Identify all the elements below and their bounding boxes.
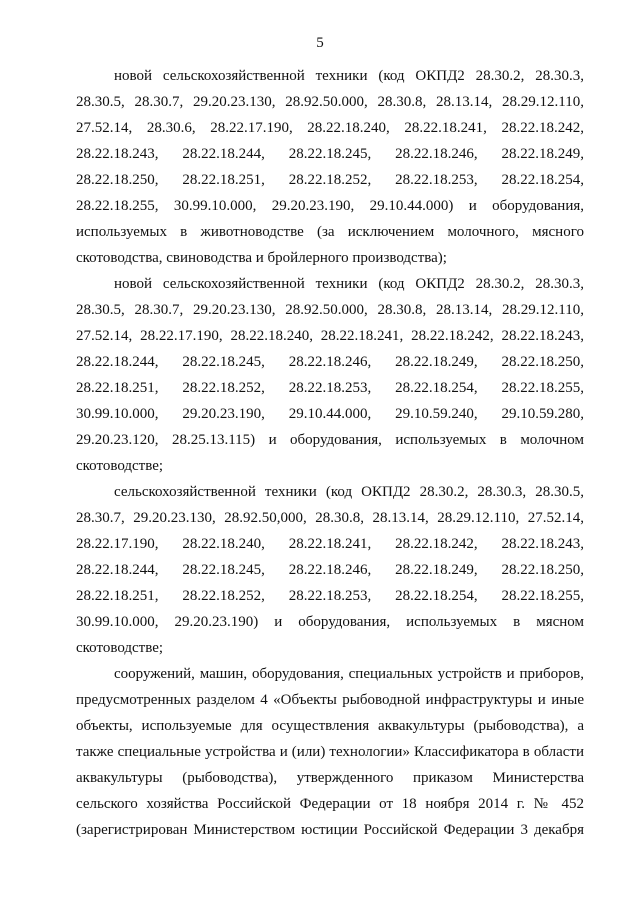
- page-number: 5: [316, 35, 324, 51]
- text-line: 28.22.18.250, 28.22.18.251, 28.22.18.252, 28.22.18.253, 28.22.18.254,: [76, 172, 584, 188]
- text-line: 28.22.18.251, 28.22.18.252, 28.22.18.253, 28.22.18.254, 28.22.18.255,: [76, 588, 584, 604]
- paragraph-3: [76, 479, 584, 661]
- text-line: объекты, используемые для осуществления аквакультуры (рыбоводства), а: [76, 718, 584, 734]
- text-line: также специальные устройства и (или) технологии» Классификатора в области: [76, 744, 584, 760]
- text-line: скотоводства, свиноводства и бройлерного производства);: [76, 250, 447, 266]
- text-line: предусмотренных разделом 4 «Объекты рыбоводной инфраструктуры и иные: [76, 692, 584, 708]
- text-line: 30.99.10.000, 29.20.23.190) и оборудования, используемых в мясном: [76, 614, 584, 630]
- text-line: скотоводстве;: [76, 640, 164, 656]
- paragraph-2: [76, 271, 584, 479]
- text-line: 28.22.18.251, 28.22.18.252, 28.22.18.253, 28.22.18.254, 28.22.18.255,: [76, 380, 584, 396]
- text-line: 29.20.23.120, 28.25.13.115) и оборудования, используемых в молочном: [76, 432, 584, 448]
- text-line: скотоводстве;: [76, 458, 164, 474]
- text-line: 28.30.7, 29.20.23.130, 28.92.50,000, 28.30.8, 28.13.14, 28.29.12.110, 27.52.14,: [76, 510, 584, 526]
- paragraph-4: [76, 661, 584, 843]
- text-line: (зарегистрирован Министерством юстиции Российской Федерации 3 декабря: [76, 822, 584, 838]
- document-body: [76, 63, 584, 843]
- text-line: 27.52.14, 28.22.17.190, 28.22.18.240, 28.22.18.241, 28.22.18.242, 28.22.18.243,: [76, 328, 584, 344]
- text-line: новой сельскохозяйственной техники (код ОКПД2 28.30.2, 28.30.3,: [114, 68, 584, 84]
- text-line: 28.30.5, 28.30.7, 29.20.23.130, 28.92.50.000, 28.30.8, 28.13.14, 28.29.12.110,: [76, 302, 584, 318]
- text-line: 30.99.10.000, 29.20.23.190, 29.10.44.000, 29.10.59.240, 29.10.59.280,: [76, 406, 584, 422]
- text-line: 27.52.14, 28.30.6, 28.22.17.190, 28.22.18.240, 28.22.18.241, 28.22.18.242,: [76, 120, 584, 136]
- text-line: 28.22.17.190, 28.22.18.240, 28.22.18.241, 28.22.18.242, 28.22.18.243,: [76, 536, 584, 552]
- paragraph-1: [76, 63, 584, 271]
- text-line: новой сельскохозяйственной техники (код ОКПД2 28.30.2, 28.30.3,: [114, 276, 584, 292]
- text-line: аквакультуры (рыбоводства), утвержденного приказом Министерства: [76, 770, 584, 786]
- text-line: 28.22.18.255, 30.99.10.000, 29.20.23.190, 29.10.44.000) и оборудования,: [76, 198, 584, 214]
- text-line: 28.22.18.244, 28.22.18.245, 28.22.18.246, 28.22.18.249, 28.22.18.250,: [76, 562, 584, 578]
- text-line: сооружений, машин, оборудования, специальных устройств и приборов,: [114, 666, 584, 682]
- text-line: сельскохозяйственной техники (код ОКПД2 28.30.2, 28.30.3, 28.30.5,: [114, 484, 584, 500]
- text-line: 28.30.5, 28.30.7, 29.20.23.130, 28.92.50.000, 28.30.8, 28.13.14, 28.29.12.110,: [76, 94, 584, 110]
- text-line: 28.22.18.244, 28.22.18.245, 28.22.18.246, 28.22.18.249, 28.22.18.250,: [76, 354, 584, 370]
- text-line: используемых в животноводстве (за исключением молочного, мясного: [76, 224, 584, 240]
- text-line: 28.22.18.243, 28.22.18.244, 28.22.18.245, 28.22.18.246, 28.22.18.249,: [76, 146, 584, 162]
- text-line: сельского хозяйства Российской Федерации от 18 ноября 2014 г. № 452: [76, 796, 584, 812]
